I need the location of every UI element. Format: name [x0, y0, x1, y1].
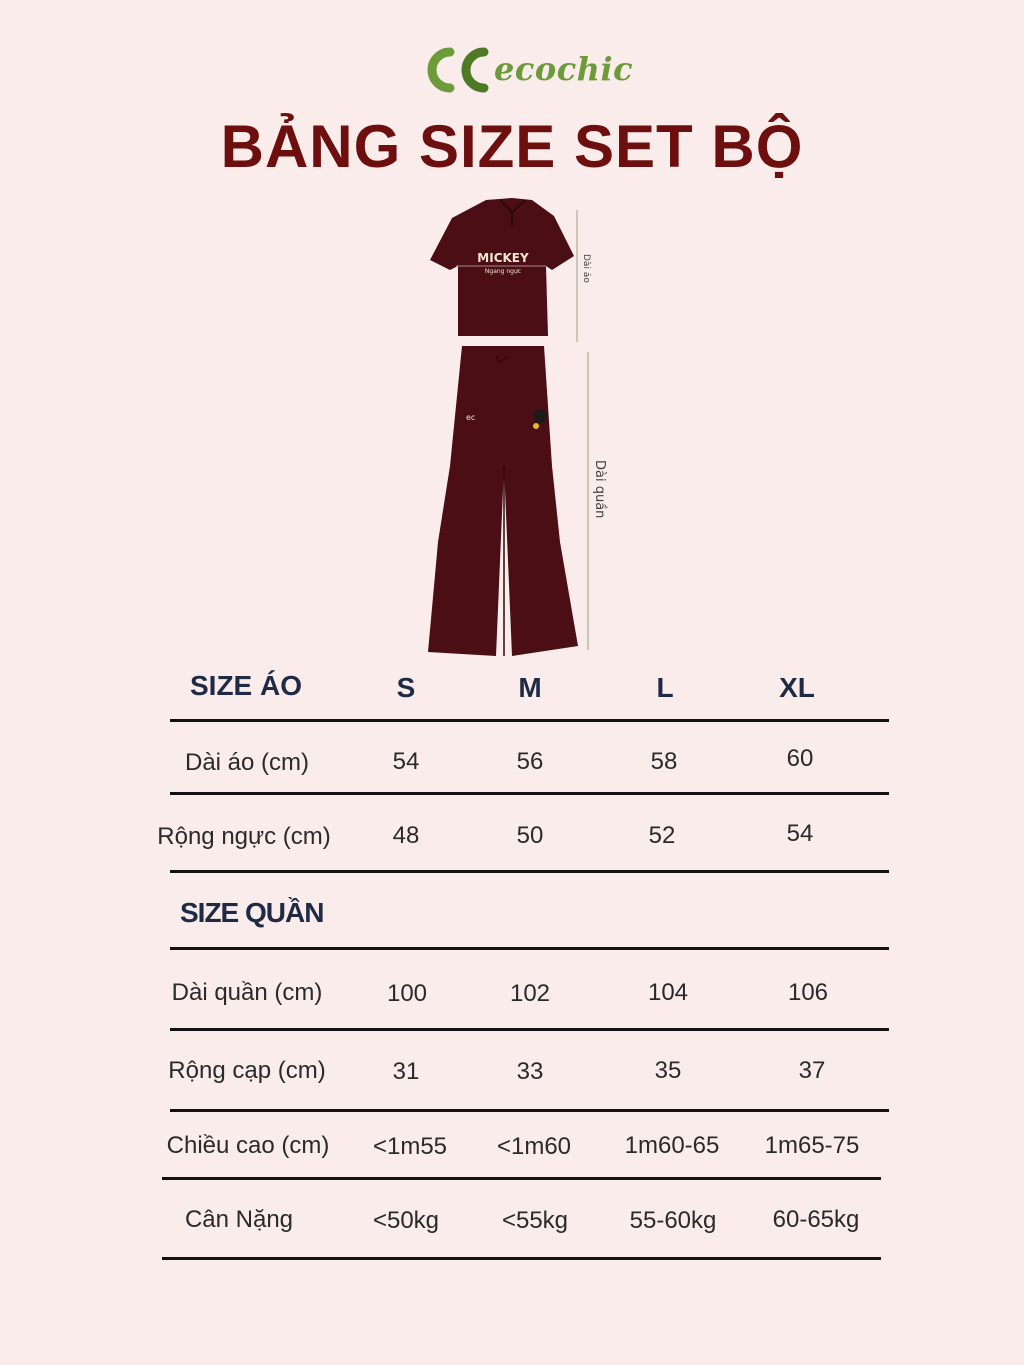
row-label: Rộng cạp (cm)	[168, 1057, 326, 1084]
shirt-print: MICKEY	[477, 251, 529, 265]
row-label: Cân Nặng	[184, 1206, 294, 1233]
table-cell: 60-65kg	[772, 1206, 860, 1233]
pants-size-header: SIZE QUẦN	[180, 897, 324, 928]
table-cell: 55-60kg	[629, 1207, 717, 1234]
table-cell: 60	[786, 745, 814, 772]
table-cell: 48	[392, 822, 420, 849]
table-cell: 50	[516, 822, 544, 849]
row-divider	[162, 1177, 881, 1180]
table-cell: <55kg	[501, 1207, 569, 1234]
row-divider	[170, 947, 889, 950]
shirt-size-header: SIZE ÁO	[190, 670, 303, 701]
row-label: Dài quần (cm)	[171, 979, 323, 1006]
table-cell: 54	[392, 748, 420, 775]
pants-shape	[428, 346, 578, 656]
size-col-l: L	[656, 672, 674, 703]
table-cell: 1m60-65	[624, 1132, 720, 1159]
row-label: Chiều cao (cm)	[166, 1132, 330, 1159]
row-divider	[162, 1257, 881, 1260]
row-divider	[170, 792, 889, 795]
garment-illustration	[420, 196, 620, 661]
table-cell: 58	[650, 748, 678, 775]
table-cell: <1m60	[496, 1133, 572, 1160]
row-divider	[170, 1109, 889, 1112]
row-label: Dài áo (cm)	[184, 749, 310, 776]
shirt-length-label: Dài áo	[581, 254, 591, 283]
table-cell: 56	[516, 748, 544, 775]
table-cell: 31	[392, 1058, 420, 1085]
brand-name: ecochic	[494, 50, 634, 88]
table-cell: 52	[648, 822, 676, 849]
table-cell: <1m55	[372, 1133, 448, 1160]
mickey-patch	[533, 409, 547, 423]
table-cell: 37	[798, 1057, 826, 1084]
pants-length-label: Dài quần	[592, 460, 607, 519]
svg-text:ec: ec	[466, 413, 476, 422]
size-col-s: S	[396, 672, 416, 703]
table-cell: 102	[509, 980, 551, 1007]
table-cell: 54	[786, 820, 814, 847]
row-divider	[170, 719, 889, 722]
row-label: Rộng ngực (cm)	[157, 823, 331, 850]
table-cell: 33	[516, 1058, 544, 1085]
table-cell: 1m65-75	[764, 1132, 860, 1159]
shirt-shape	[430, 198, 574, 336]
table-cell: 104	[647, 979, 689, 1006]
table-cell: <50kg	[372, 1207, 440, 1234]
table-cell: 35	[654, 1057, 682, 1084]
page-title: BẢNG SIZE SET BỘ	[220, 113, 804, 180]
row-divider	[170, 870, 889, 873]
chest-label: Ngang ngực	[484, 268, 522, 275]
size-col-xl: XL	[779, 672, 815, 703]
table-cell: 100	[386, 980, 428, 1007]
table-cell: 106	[787, 979, 829, 1006]
size-col-m: M	[518, 672, 542, 703]
row-divider	[170, 1028, 889, 1031]
